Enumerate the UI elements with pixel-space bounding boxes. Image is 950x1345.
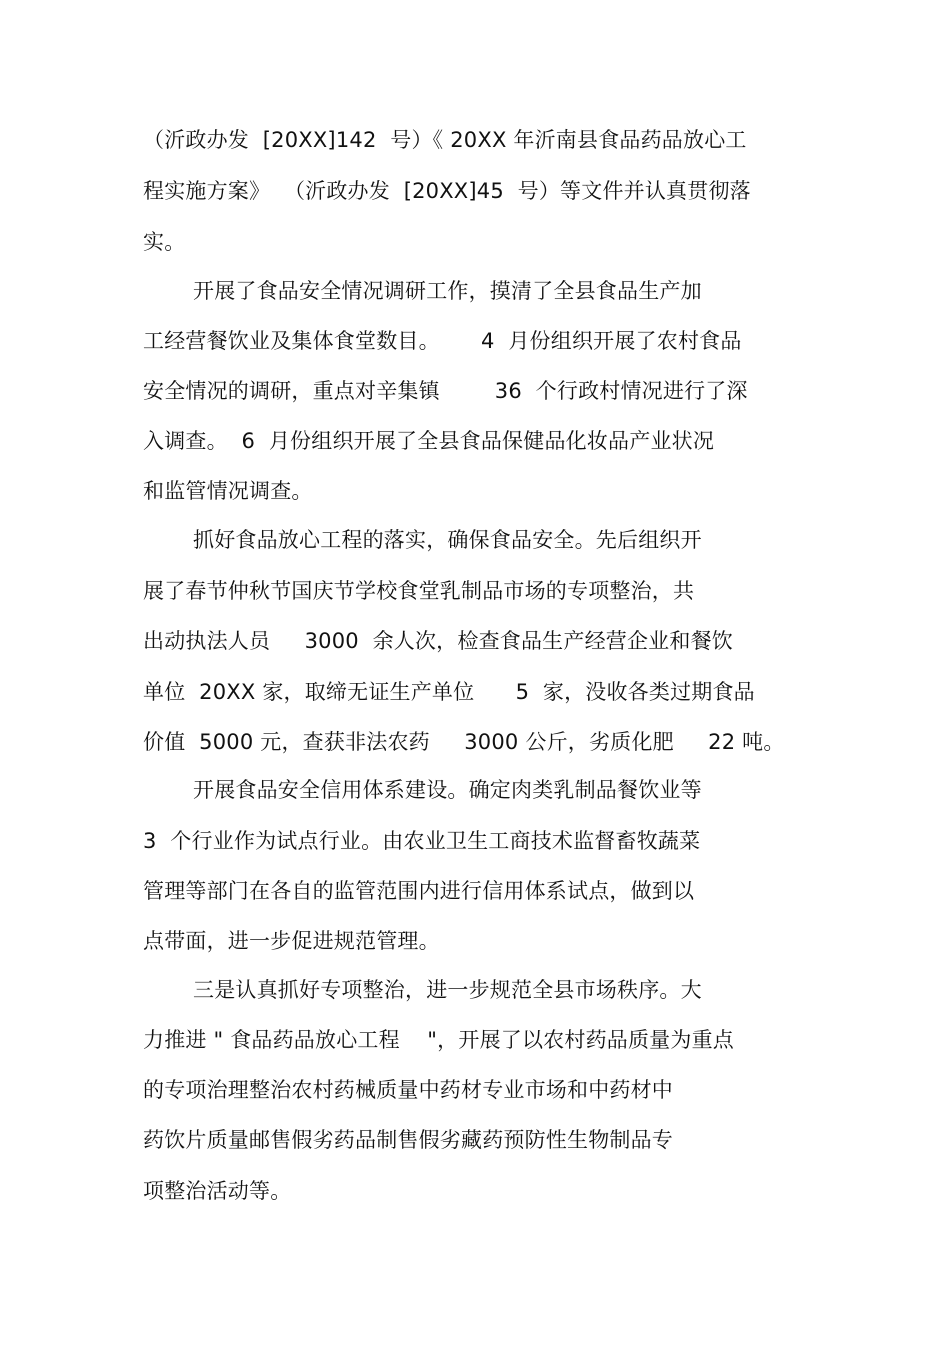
text-line: 程实施方案》 （沂政办发 [20XX]45 号）等文件并认真贯彻落	[143, 179, 751, 203]
text-line: 点带面，进一步促进规范管理。	[143, 929, 440, 953]
text-line: 工经营餐饮业及集体食堂数目。 4 月份组织开展了农村食品	[143, 329, 742, 353]
paragraph-first-line: 抓好食品放心工程的落实，确保食品安全。先后组织开	[193, 528, 702, 552]
text-line: 实。	[143, 230, 186, 254]
text-line: 入调查。 6 月份组织开展了全县食品保健品化妆品产业状况	[143, 429, 715, 453]
paragraph-first-line: 开展食品安全信用体系建设。确定肉类乳制品餐饮业等	[193, 778, 702, 802]
paragraph-first-line: 三是认真抓好专项整治，进一步规范全县市场秩序。大	[193, 978, 702, 1002]
paragraph-first-line: 开展了食品安全情况调研工作，摸清了全县食品生产加	[193, 279, 702, 303]
text-line: 展了春节仲秋节国庆节学校食堂乳制品市场的专项整治，共	[143, 579, 695, 603]
text-line: 项整治活动等。	[143, 1179, 292, 1203]
text-line: （沂政办发 [20XX]142 号）《 20XX 年沂南县食品药品放心工	[143, 128, 747, 152]
text-line: 药饮片质量邮售假劣药品制售假劣藏药预防性生物制品专	[143, 1128, 673, 1152]
text-line: 的专项治理整治农村药械质量中药材专业市场和中药材中	[143, 1078, 673, 1102]
text-line: 价值 5000 元，查获非法农药 3000 公斤，劣质化肥 22 吨。	[143, 730, 785, 754]
text-line: 管理等部门在各自的监管范围内进行信用体系试点，做到以	[143, 879, 695, 903]
text-line: 单位 20XX 家，取缔无证生产单位 5 家，没收各类过期食品	[143, 680, 755, 704]
text-line: 和监管情况调查。	[143, 479, 313, 503]
text-line: 力推进 " 食品药品放心工程 "，开展了以农村药品质量为重点	[143, 1028, 734, 1052]
text-line: 安全情况的调研，重点对辛集镇 36 个行政村情况进行了深	[143, 379, 748, 403]
text-line: 3 个行业作为试点行业。由农业卫生工商技术监督畜牧蔬菜	[143, 829, 701, 853]
text-line: 出动执法人员 3000 余人次，检查食品生产经营企业和餐饮	[143, 629, 733, 653]
